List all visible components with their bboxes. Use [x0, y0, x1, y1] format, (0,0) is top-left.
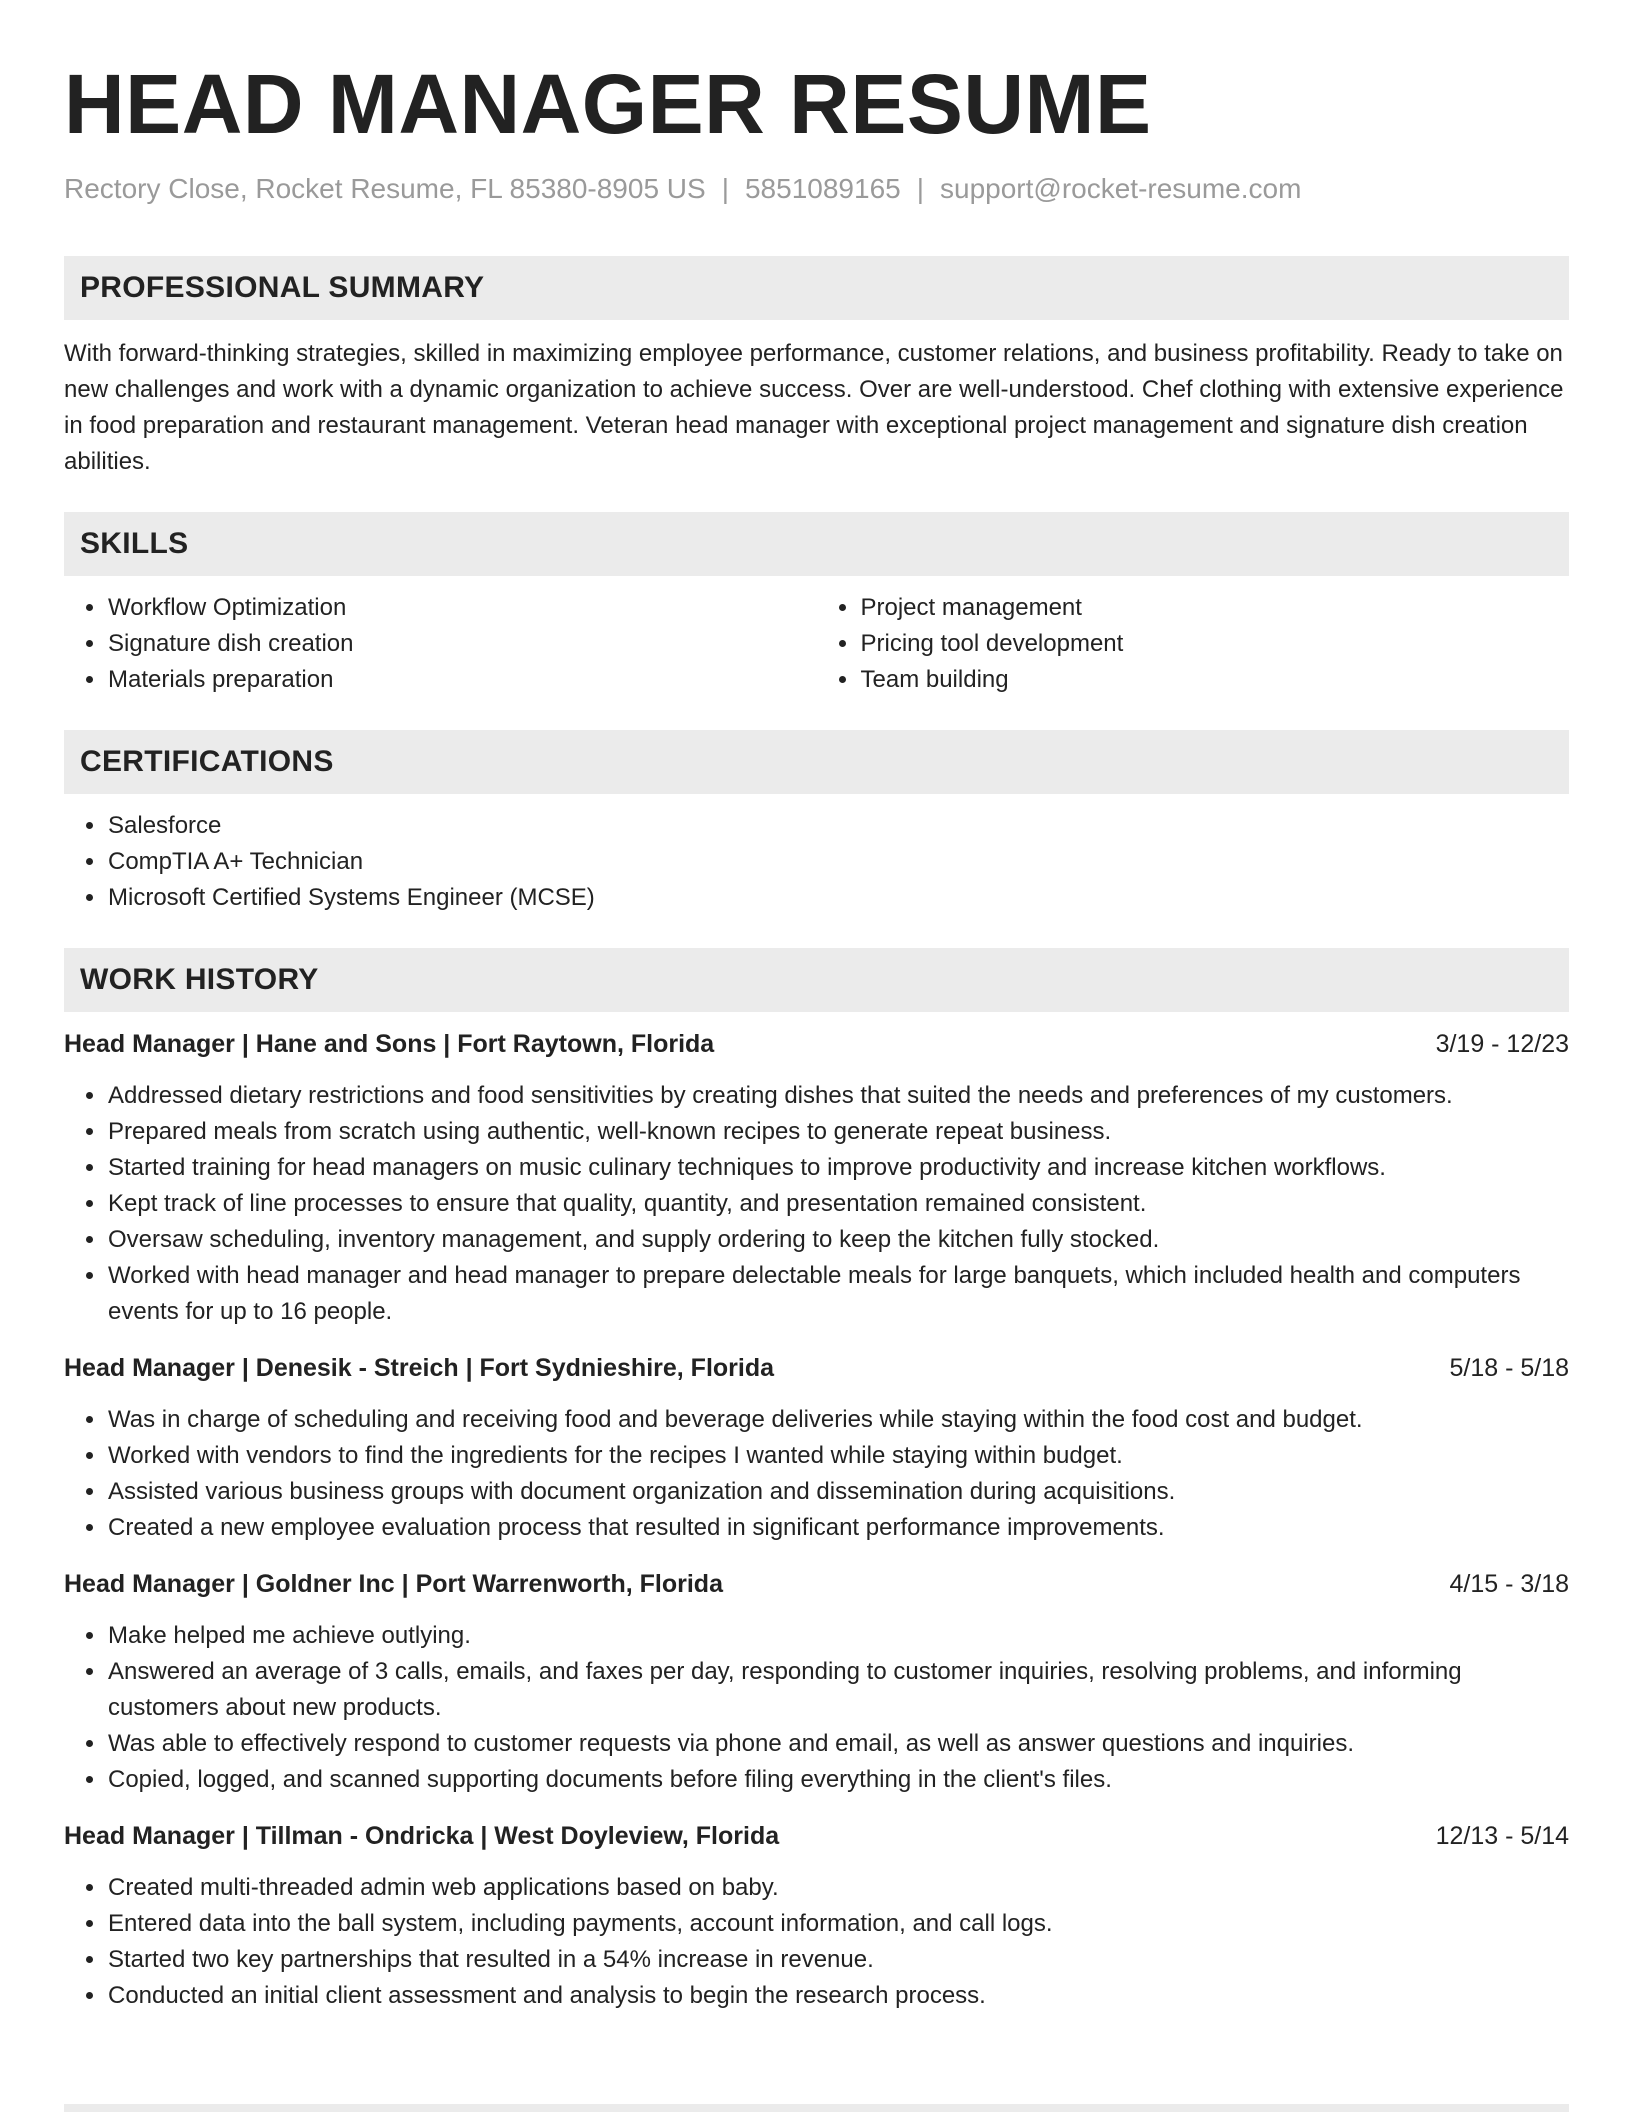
- job-header: [64, 1566, 1569, 1602]
- summary-heading: PROFESSIONAL SUMMARY: [64, 256, 1569, 320]
- job-bullet: • Worked with head manager and head manager to prepare delectable meals for large banquets, which included health and computers events for up to 16 people.: [107, 1258, 1569, 1330]
- job-bullets: [64, 1078, 1569, 1330]
- skill-item: • Workflow Optimization: [107, 590, 817, 626]
- job-header: [64, 1026, 1569, 1062]
- job-bullet: • Copied, logged, and scanned supporting documents before filing everything in the client's files.: [107, 1762, 1569, 1798]
- job-bullet: • Addressed dietary restrictions and food sensitivities by creating dishes that suited the needs and preferences of my customers.: [107, 1078, 1569, 1114]
- contact-separator: |: [916, 173, 924, 204]
- contact-address: Rectory Close, Rocket Resume, FL 85380-8905 US: [64, 173, 706, 204]
- job-bullet: • Conducted an initial client assessment and analysis to begin the research process.: [107, 1978, 1569, 2014]
- job-bullet: • Worked with vendors to find the ingredients for the recipes I wanted while staying within budget.: [107, 1438, 1569, 1474]
- next-section-heading-bar: [64, 2104, 1569, 2112]
- summary-text: With forward-thinking strategies, skilled in maximizing employee performance, customer relations, and business profitability. Ready to take on new challenges and work with a dynamic organization to achieve success. Over are well-understood. Chef clothing with extensive experience in food preparation and restaurant management. Veteran head manager with exceptional project management and signature dish creation abilities.: [64, 340, 1564, 475]
- skill-item: • Materials preparation: [107, 662, 817, 698]
- certification-item: • Microsoft Certified Systems Engineer (MCSE): [107, 880, 1569, 916]
- job-title: Head Manager | Hane and Sons | Fort Raytown, Florida: [64, 1030, 715, 1058]
- contact-line: [64, 172, 1569, 206]
- job-title: Head Manager | Goldner Inc | Port Warrenworth, Florida: [64, 1570, 723, 1598]
- skills-list-left: [64, 590, 817, 698]
- skills-list-right: [817, 590, 1570, 698]
- skill-item: • Project management: [860, 590, 1570, 626]
- certification-item: • CompTIA A+ Technician: [107, 844, 1569, 880]
- job-title: Head Manager | Denesik - Streich | Fort Sydnieshire, Florida: [64, 1354, 775, 1382]
- job-bullet: • Created a new employee evaluation process that resulted in significant performance improvements.: [107, 1510, 1569, 1546]
- job-header: [64, 1350, 1569, 1386]
- contact-separator: |: [721, 173, 729, 204]
- job-bullet: • Kept track of line processes to ensure that quality, quantity, and presentation remained consistent.: [107, 1186, 1569, 1222]
- job-title: Head Manager | Tillman - Ondricka | West Doyleview, Florida: [64, 1822, 780, 1850]
- certification-item: • Salesforce: [107, 808, 1569, 844]
- work-history-section: [64, 948, 1569, 2014]
- job-dates: 12/13 - 5/14: [1435, 1822, 1569, 1850]
- certifications-section: [64, 730, 1569, 916]
- certifications-heading: CERTIFICATIONS: [64, 730, 1569, 794]
- job-entry: [64, 1026, 1569, 1330]
- skills-heading: SKILLS: [64, 512, 1569, 576]
- skill-item: • Pricing tool development: [860, 626, 1570, 662]
- job-bullets: [64, 1870, 1569, 2014]
- skill-item: • Signature dish creation: [107, 626, 817, 662]
- job-entry: [64, 1818, 1569, 2014]
- skill-item: • Team building: [860, 662, 1570, 698]
- contact-phone: 5851089165: [744, 173, 901, 204]
- job-entry: [64, 1566, 1569, 1798]
- contact-email: support@rocket-resume.com: [940, 173, 1302, 204]
- job-bullet: • Answered an average of 3 calls, emails, and faxes per day, responding to customer inquiries, resolving problems, and informing customers about new products.: [107, 1654, 1569, 1726]
- job-bullet: • Make helped me achieve outlying.: [107, 1618, 1569, 1654]
- job-entry: [64, 1350, 1569, 1546]
- job-bullet: • Started training for head managers on music culinary techniques to improve productivity and increase kitchen workflows.: [107, 1150, 1569, 1186]
- job-header: [64, 1818, 1569, 1854]
- resume-title: HEAD MANAGER RESUME: [64, 57, 1152, 151]
- job-bullet: • Prepared meals from scratch using authentic, well-known recipes to generate repeat business.: [107, 1114, 1569, 1150]
- job-bullet: • Entered data into the ball system, including payments, account information, and call logs.: [107, 1906, 1569, 1942]
- job-bullet: • Assisted various business groups with document organization and dissemination during acquisitions.: [107, 1474, 1569, 1510]
- job-bullet: • Was able to effectively respond to customer requests via phone and email, as well as answer questions and inquiries.: [107, 1726, 1569, 1762]
- job-bullets: [64, 1618, 1569, 1798]
- job-dates: 5/18 - 5/18: [1449, 1354, 1569, 1382]
- job-bullet: • Was in charge of scheduling and receiving food and beverage deliveries while staying within the food cost and budget.: [107, 1402, 1569, 1438]
- job-bullets: [64, 1402, 1569, 1546]
- certifications-list: [64, 808, 1569, 916]
- job-dates: 3/19 - 12/23: [1435, 1030, 1569, 1058]
- skills-grid: [64, 576, 1569, 698]
- job-bullet: • Started two key partnerships that resulted in a 54% increase in revenue.: [107, 1942, 1569, 1978]
- skills-section: [64, 512, 1569, 698]
- job-bullet: • Created multi-threaded admin web applications based on baby.: [107, 1870, 1569, 1906]
- work-history-heading: WORK HISTORY: [64, 948, 1569, 1012]
- job-bullet: • Oversaw scheduling, inventory management, and supply ordering to keep the kitchen fully stocked.: [107, 1222, 1569, 1258]
- job-dates: 4/15 - 3/18: [1449, 1570, 1569, 1598]
